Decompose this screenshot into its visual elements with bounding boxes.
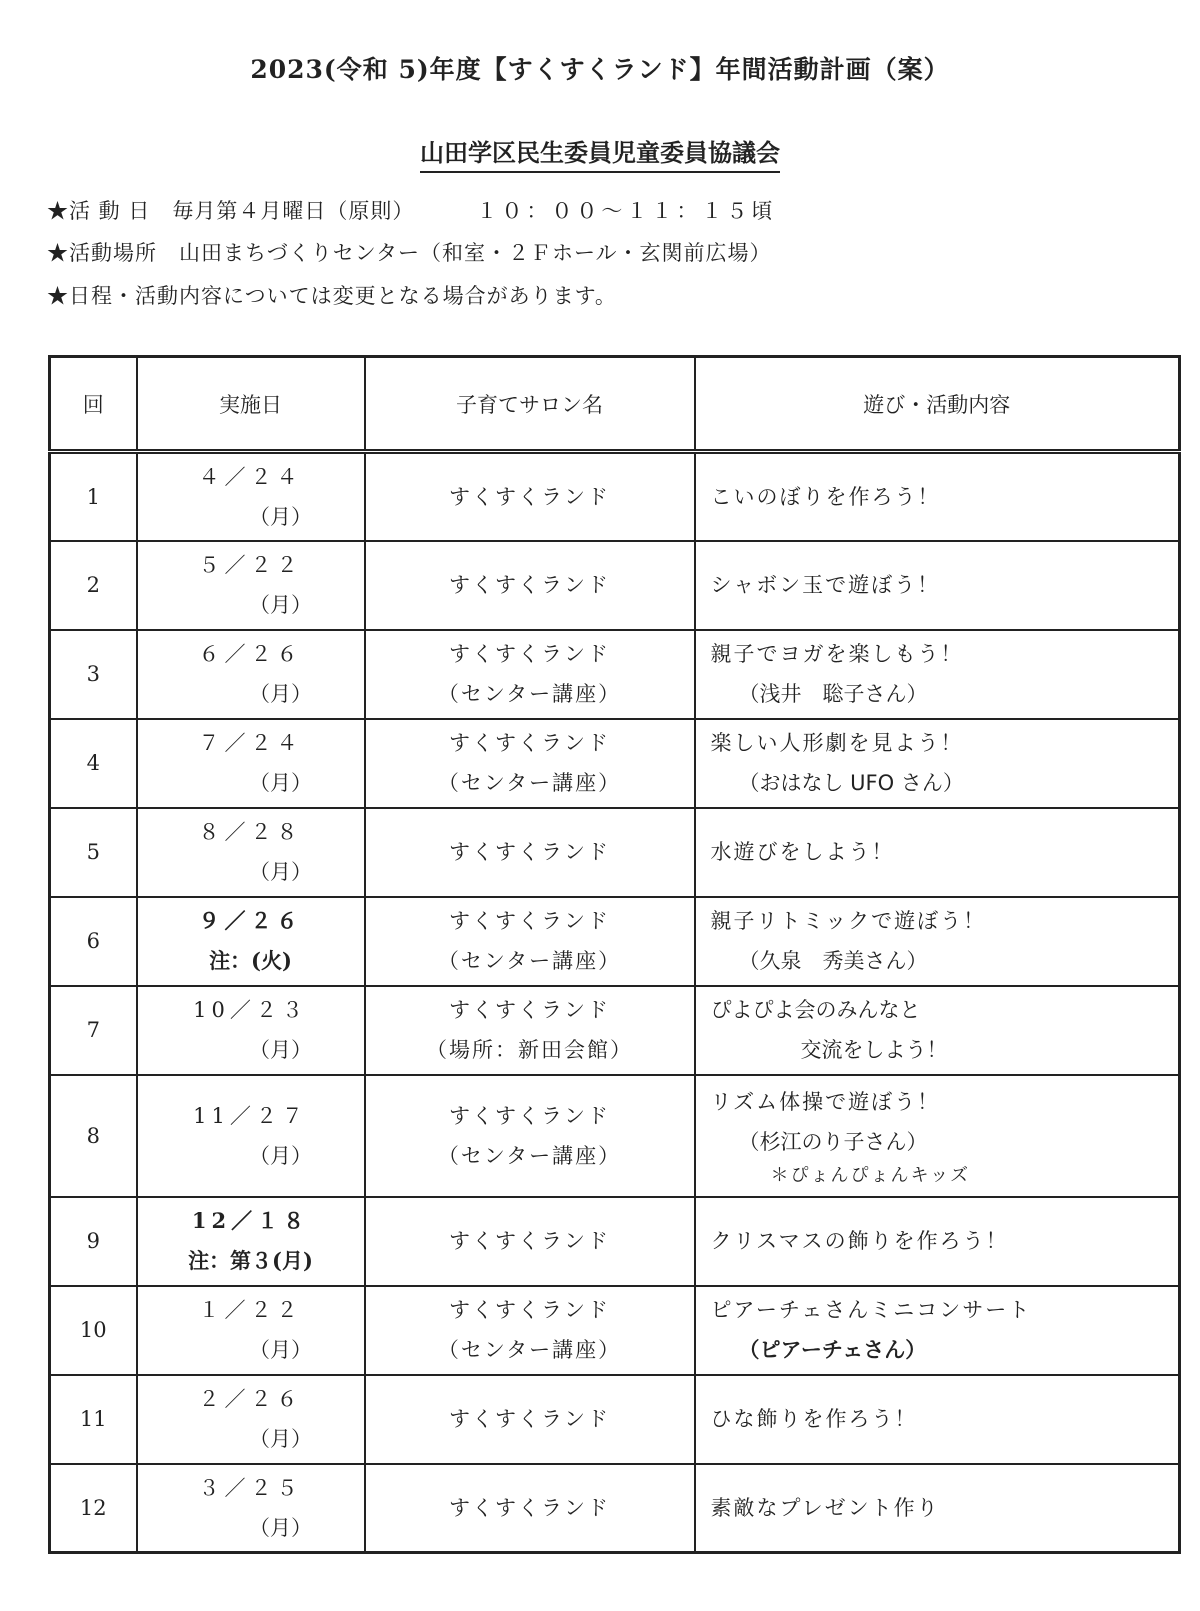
info-change-notice: ★日程・活動内容については変更となる場合があります。: [47, 284, 617, 308]
session-number: 3: [50, 630, 137, 719]
salon-cell: [365, 1197, 695, 1286]
session-number: 11: [50, 1375, 137, 1464]
salon-note: （センター講座）: [437, 682, 622, 706]
page-title: 2023(令和 5)年度【すくすくランド】年間活動計画（案）: [250, 55, 950, 84]
activity-title: クリスマスの飾りを作ろう！: [710, 1229, 1009, 1253]
activity-title: ピアーチェさんミニコンサート: [710, 1298, 1032, 1322]
date-value: ８／２８: [198, 820, 303, 844]
table-row: [50, 1075, 1180, 1197]
table-row: [50, 1286, 1180, 1375]
header-salon-name: 子育てサロン名: [365, 357, 695, 452]
salon-name: すくすくランド: [449, 998, 610, 1022]
salon-note: （センター講座）: [437, 1338, 622, 1362]
table-row: [50, 541, 1180, 630]
session-date: [137, 452, 365, 541]
salon-note: （センター講座）: [437, 949, 622, 973]
date-value: ５／２２: [198, 553, 303, 577]
weekday-value: （月）: [249, 1038, 312, 1062]
activity-cell: [695, 541, 1180, 630]
weekday-value: 注：(火): [209, 948, 292, 973]
table-row: [50, 452, 1180, 541]
organization-name: [0, 133, 1200, 168]
weekday-value: （月）: [249, 593, 312, 617]
salon-note: （センター講座）: [437, 1143, 622, 1168]
activity-title: 素敵なプレゼント作り: [710, 1495, 940, 1520]
activity-guest: （浅井 聡子さん）: [738, 682, 928, 706]
activity-guest: （杉江のり子さん）: [738, 1129, 928, 1154]
salon-note: （場所：新田会館）: [426, 1038, 633, 1062]
session-date: [137, 541, 365, 630]
activity-title: リズム体操で遊ぼう！: [710, 1089, 941, 1114]
activity-guest: （ピアーチェさん）: [738, 1338, 927, 1362]
session-date: [137, 1197, 365, 1286]
salon-cell: [365, 986, 695, 1075]
session-date: [137, 986, 365, 1075]
header-date: 実施日: [137, 357, 365, 452]
salon-cell: [365, 630, 695, 719]
session-date: [137, 1075, 365, 1197]
session-date: [137, 808, 365, 897]
activity-cell: [695, 986, 1180, 1075]
date-value: １／２２: [198, 1298, 303, 1322]
salon-name: すくすくランド: [449, 1298, 610, 1322]
weekday-value: （月）: [249, 1427, 312, 1451]
salon-cell: [365, 1464, 695, 1553]
activity-guest: （おはなし UFO さん）: [738, 771, 964, 795]
table-row: [50, 1464, 1180, 1553]
header-number: 回: [50, 357, 137, 452]
activity-title: ひな飾りを作ろう！: [710, 1407, 918, 1431]
activity-cell: [695, 719, 1180, 808]
header-activity: 遊び・活動内容: [695, 357, 1180, 452]
salon-name: すくすくランド: [449, 642, 610, 666]
activity-title: 楽しい人形劇を見よう！: [710, 731, 964, 755]
date-value: 10／２３: [193, 998, 308, 1022]
salon-name: すくすくランド: [449, 1229, 610, 1253]
date-value: ２／２６: [198, 1387, 303, 1411]
organization-name-text: 山田学区民生委員児童委員協議会: [420, 138, 780, 173]
session-number: 10: [50, 1286, 137, 1375]
activity-cell: [695, 1464, 1180, 1553]
salon-cell: [365, 719, 695, 808]
salon-cell: [365, 1375, 695, 1464]
info-activity-day-label: ★活 動 日 毎月第４月曜日（原則）: [47, 199, 415, 223]
weekday-value: （月）: [249, 1338, 312, 1362]
salon-cell: [365, 1286, 695, 1375]
info-activity-day: [47, 195, 776, 225]
activity-cell: [695, 630, 1180, 719]
session-number: 1: [50, 452, 137, 541]
weekday-value: （月）: [249, 504, 312, 529]
activity-cell: [695, 897, 1180, 986]
info-activity-time: １０：００～１１：１５頃: [476, 199, 777, 223]
session-date: [137, 630, 365, 719]
salon-cell: [365, 897, 695, 986]
salon-name: すくすくランド: [449, 840, 610, 864]
activity-title-cont: 交流をしよう！: [800, 1038, 948, 1062]
table-row: [50, 897, 1180, 986]
activity-title: ぴよぴよ会のみんなと: [710, 998, 921, 1022]
salon-name: すくすくランド: [449, 909, 610, 933]
salon-name: すくすくランド: [449, 1495, 610, 1520]
info-activity-place: ★活動場所 山田まちづくりセンター（和室・２Ｆホール・玄関前広場）: [47, 241, 772, 265]
weekday-value: 注：第３(月): [188, 1248, 313, 1273]
session-date: [137, 897, 365, 986]
activity-title: 親子リトミックで遊ぼう！: [710, 909, 987, 933]
schedule-table: [48, 355, 1181, 1554]
activity-cell: [695, 1197, 1180, 1286]
table-row: [50, 1197, 1180, 1286]
session-number: 6: [50, 897, 137, 986]
session-number: 12: [50, 1464, 137, 1553]
session-number: 8: [50, 1075, 137, 1197]
activity-cell: [695, 808, 1180, 897]
salon-name: すくすくランド: [449, 1407, 610, 1431]
salon-cell: [365, 1075, 695, 1197]
salon-name: すくすくランド: [449, 1103, 610, 1128]
salon-name: すくすくランド: [449, 573, 610, 597]
session-number: 9: [50, 1197, 137, 1286]
activity-cell: [695, 1075, 1180, 1197]
salon-name: すくすくランド: [449, 731, 610, 755]
activity-title: 水遊びをしよう！: [710, 840, 895, 864]
weekday-value: （月）: [249, 682, 312, 706]
session-date: [137, 1464, 365, 1553]
salon-cell: [365, 452, 695, 541]
date-value: ４／２４: [198, 464, 303, 489]
activity-guest: （久泉 秀美さん）: [738, 949, 928, 973]
session-date: [137, 1375, 365, 1464]
table-row: [50, 986, 1180, 1075]
salon-note: （センター講座）: [437, 771, 622, 795]
date-value: ７／２４: [198, 731, 303, 755]
table-header-row: [50, 357, 1180, 452]
activity-title: シャボン玉で遊ぼう！: [710, 573, 941, 597]
activity-cell: [695, 1286, 1180, 1375]
session-number: 7: [50, 986, 137, 1075]
activity-title: こいのぼりを作ろう！: [710, 484, 941, 509]
salon-name: すくすくランド: [449, 484, 610, 509]
session-number: 5: [50, 808, 137, 897]
date-value: ３／２５: [198, 1475, 303, 1500]
weekday-value: （月）: [249, 1515, 312, 1540]
weekday-value: （月）: [249, 860, 312, 884]
session-number: 4: [50, 719, 137, 808]
date-value: ９／２６: [198, 908, 303, 933]
salon-cell: [365, 808, 695, 897]
salon-cell: [365, 541, 695, 630]
weekday-value: （月）: [249, 1143, 312, 1168]
activity-title: 親子でヨガを楽しもう！: [710, 642, 964, 666]
activity-cell: [695, 1375, 1180, 1464]
session-date: [137, 1286, 365, 1375]
table-row: [50, 808, 1180, 897]
weekday-value: （月）: [249, 771, 312, 795]
table-row: [50, 719, 1180, 808]
table-row: [50, 630, 1180, 719]
activity-group-note: ＊ぴょんぴょんキッズ: [770, 1164, 971, 1186]
session-date: [137, 719, 365, 808]
activity-cell: [695, 452, 1180, 541]
date-value: ６／２６: [198, 642, 303, 666]
table-row: [50, 1375, 1180, 1464]
session-number: 2: [50, 541, 137, 630]
date-value: 12／１８: [191, 1208, 310, 1233]
date-value: 11／２７: [193, 1103, 308, 1128]
